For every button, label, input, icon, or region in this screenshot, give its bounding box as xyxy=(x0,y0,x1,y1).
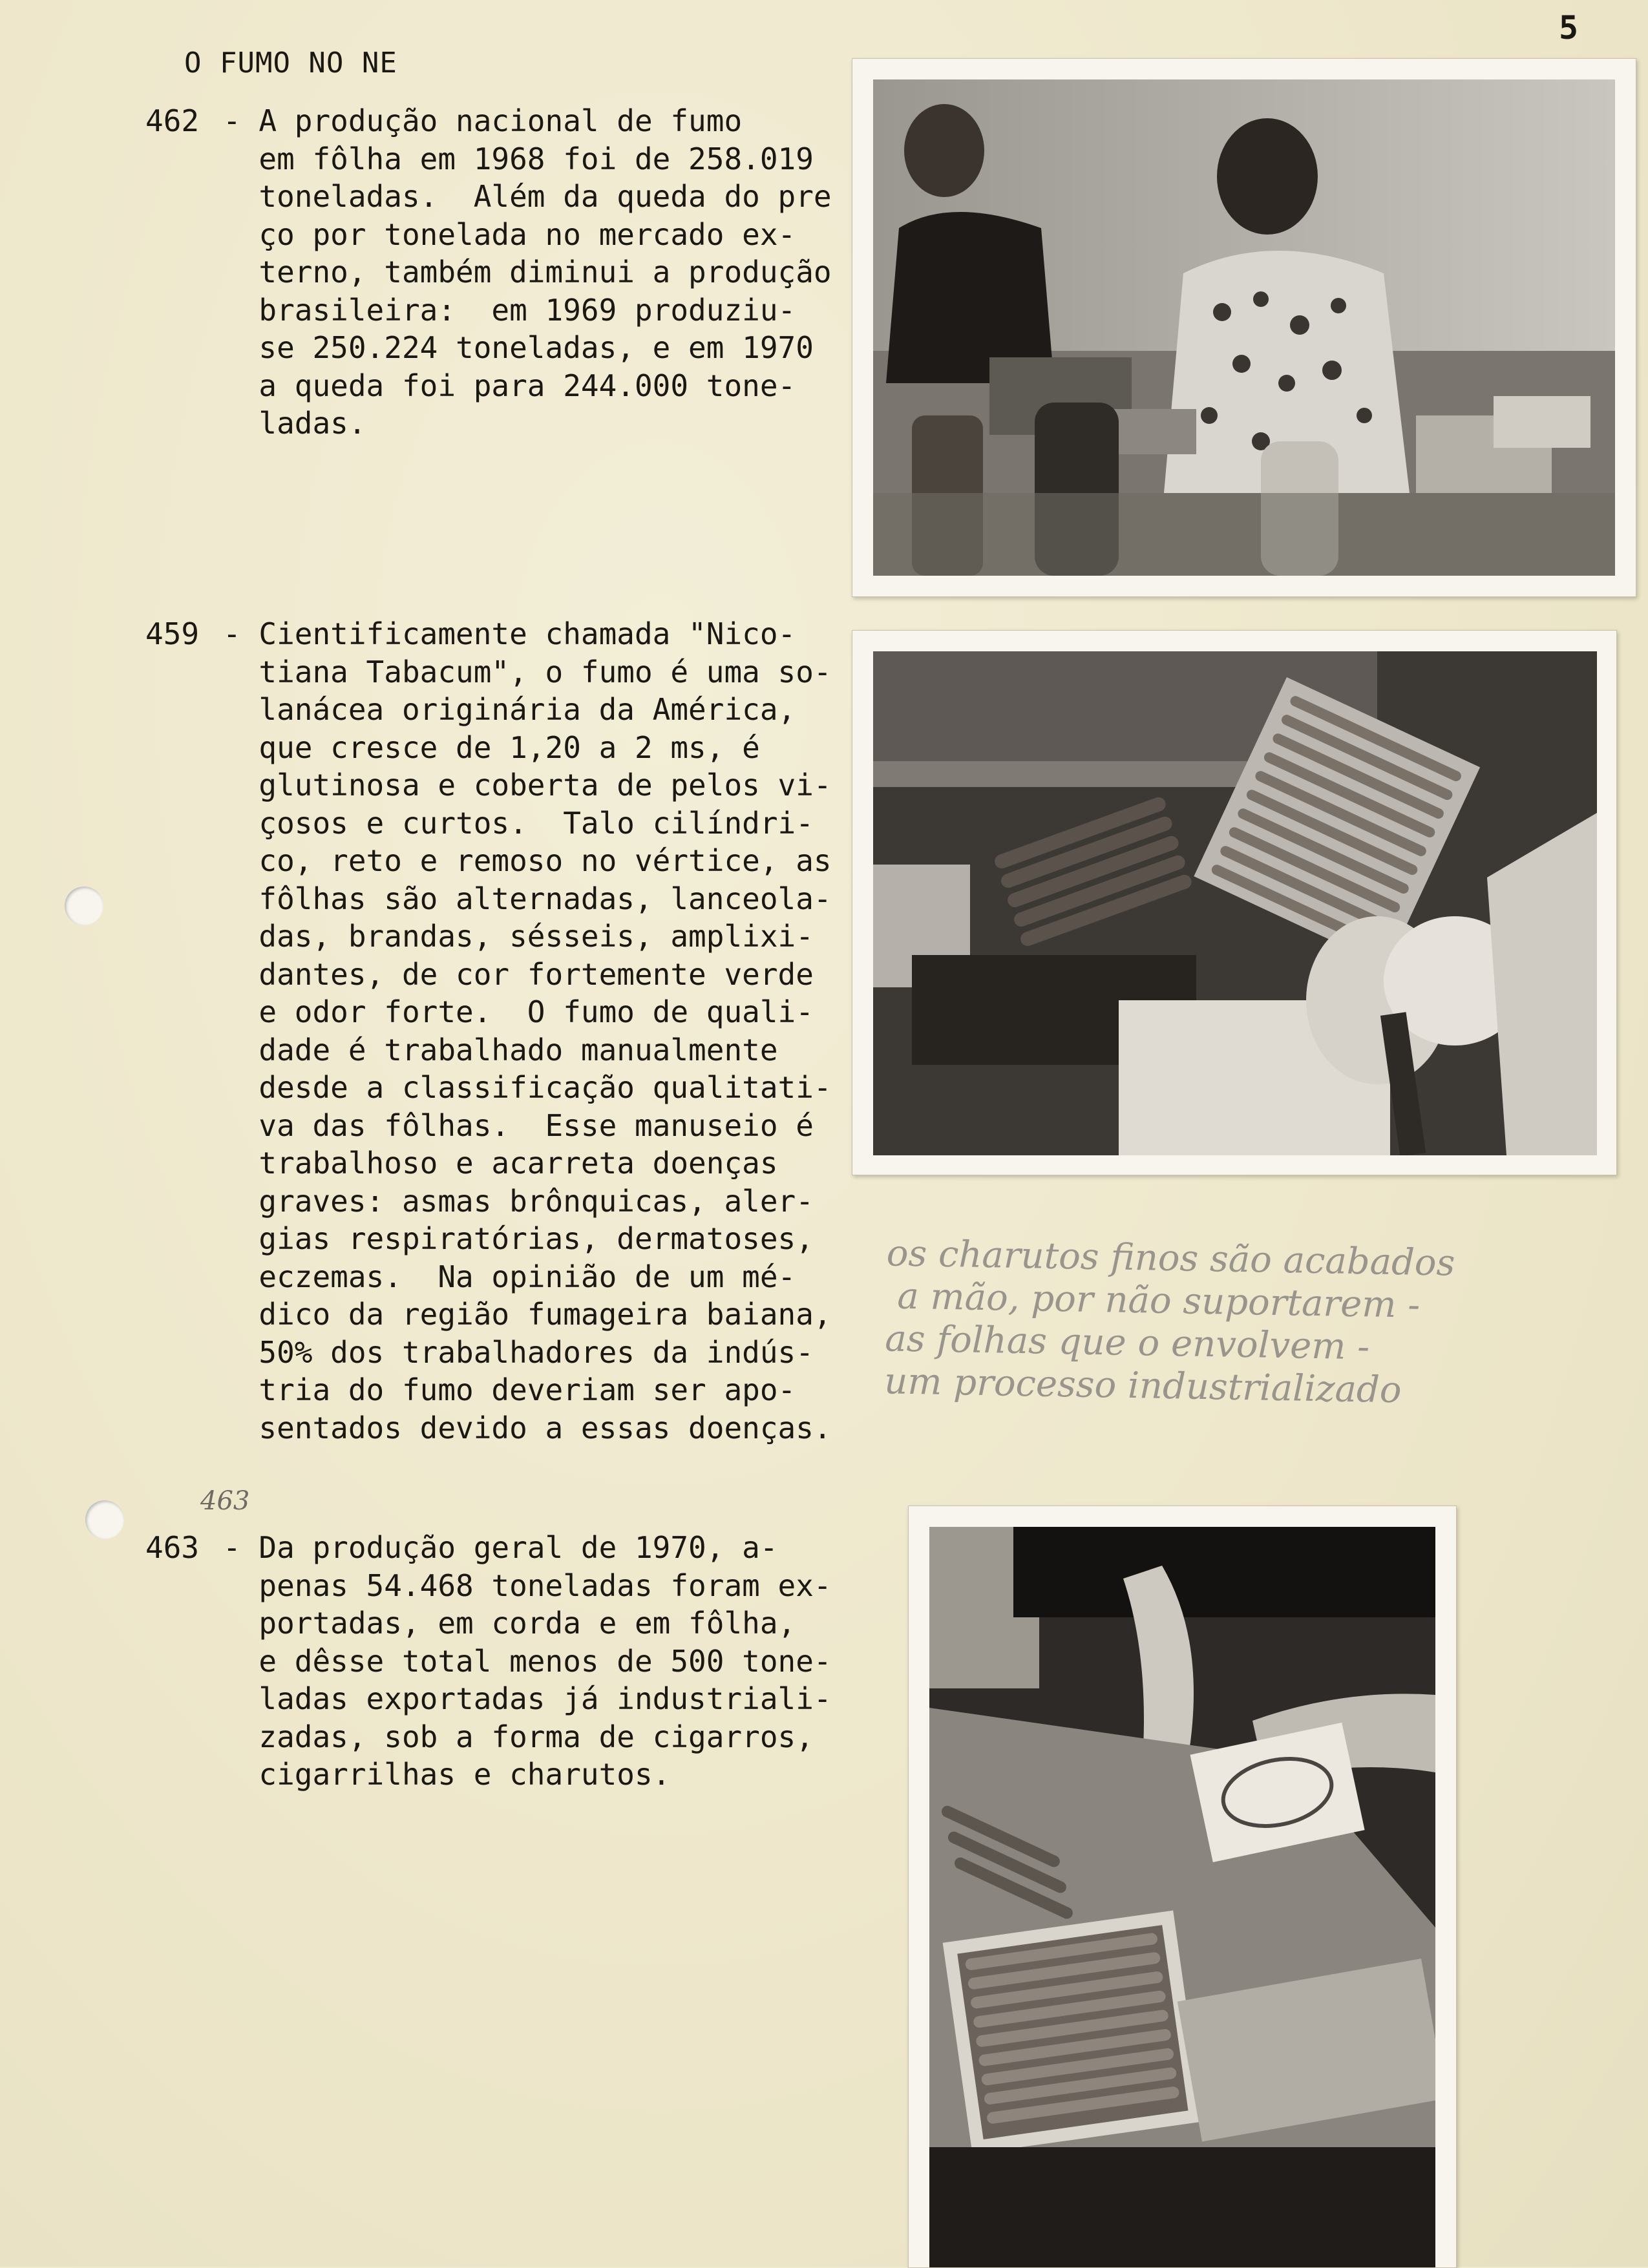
photo-cigar-box-labeling xyxy=(908,1506,1457,2268)
entry-number: 463 xyxy=(145,1530,200,1565)
photo-image xyxy=(873,79,1615,576)
photo-hands-cigars xyxy=(852,630,1617,1175)
photo-women-rolling-cigars xyxy=(852,58,1636,597)
entry-number: 462 xyxy=(145,103,200,138)
entry-number: 459 xyxy=(145,616,200,651)
photo-image xyxy=(873,651,1597,1155)
handwritten-note: os charutos finos são acabados a mão, por não suportarem - as folhas que o envolvem - um processo industrializado xyxy=(883,1232,1455,1412)
entry-462 xyxy=(145,102,832,441)
entry-text: - Da produção geral de 1970, a- penas 54.468 toneladas foram ex- portadas, em corda e em fôlha, e dêsse total menos de 500 tone- ladas exportadas já industriali- zadas, sob a forma de cigarros, cigarrilhas e charutos. xyxy=(223,1530,832,1792)
entry-text: - Cientificamente chamada "Nico- tiana Tabacum", o fumo é uma so- lanácea originária da América, que cresce de 1,20 a 2 ms, é glutinosa e coberta de pelos vi- çosos e curtos. Talo cilíndri- co, reto e remoso no vértice, as fôlhas são alternadas, lanceola- das, brandas, sésseis, amplixi- dantes, de cor fortemente verde e odor forte. O fumo de quali- dade é trabalhado manualmente desde a classificação qualitati- va das fôlhas. Esse manuseio é trabalhoso e acarreta doenças graves: asmas brônquicas, aler- gias respiratórias, dermatoses, eczemas. Na opinião de um mé- dico da região fumageira baiana, 50% dos trabalhadores da indús- tria do fumo deveriam ser apo- sentados devido a essas doenças. xyxy=(223,616,832,1445)
punch-hole-upper xyxy=(65,887,103,925)
page-title: O FUMO NO NE xyxy=(184,47,397,79)
entry-463 xyxy=(145,1529,832,1792)
margin-annotation: 463 xyxy=(200,1486,250,1516)
entry-459 xyxy=(145,615,832,1445)
entry-text: - A produção nacional de fumo em fôlha em 1968 foi de 258.019 toneladas. Além da queda do pre ço por tonelada no mercado ex- terno, também diminui a produção brasileira: em 1969 produziu- se 250.224 toneladas, e em 1970 a queda foi para 244.000 tone- ladas. xyxy=(223,103,832,441)
page-number: 5 xyxy=(1559,9,1579,47)
punch-hole-lower xyxy=(85,1500,124,1539)
photo-image xyxy=(929,1527,1435,2267)
